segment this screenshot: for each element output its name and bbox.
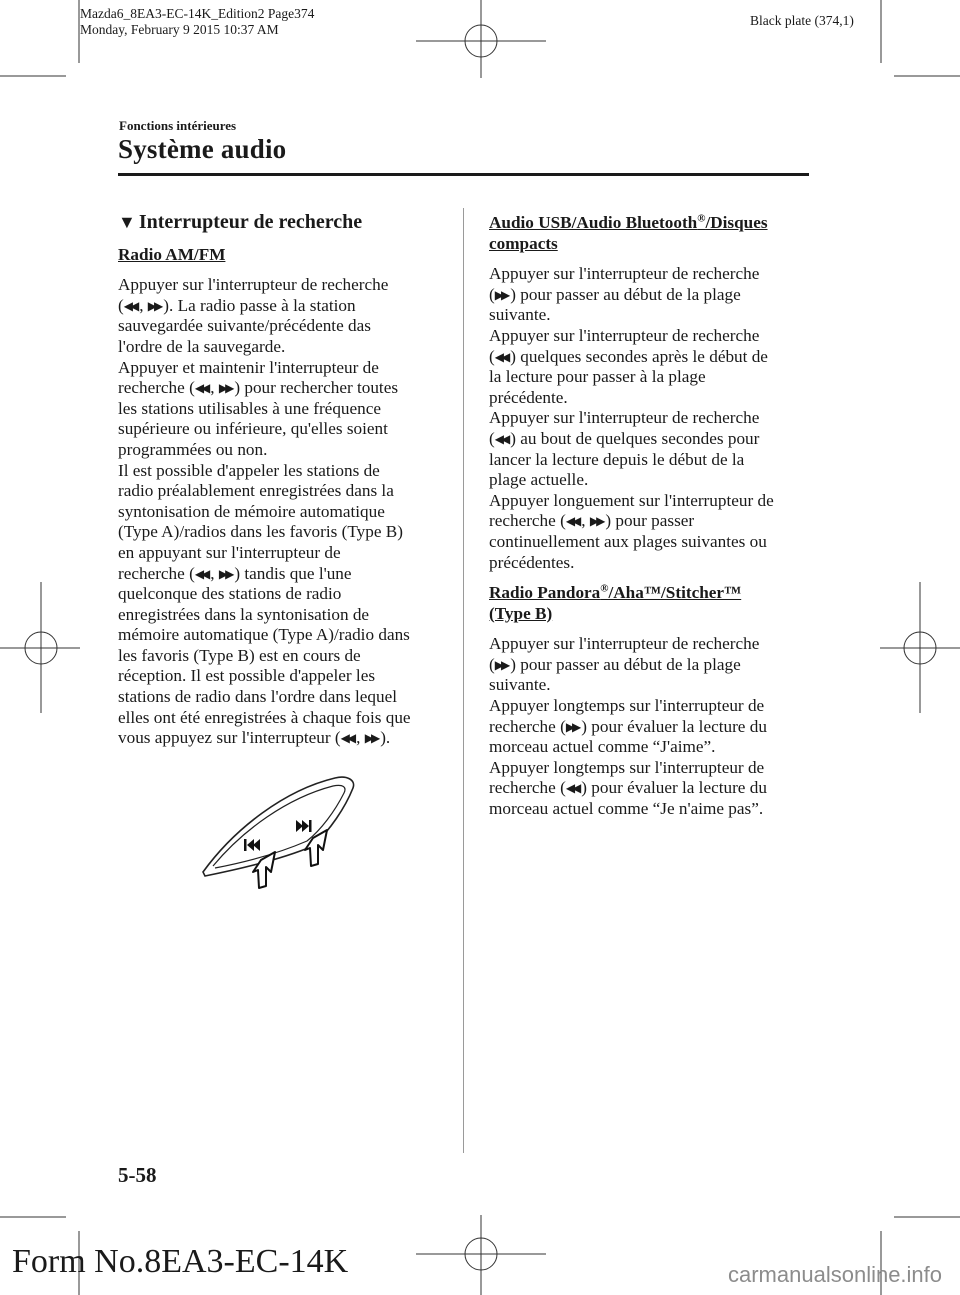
skip-previous-icon: ◀◀	[565, 514, 579, 529]
paragraph-line: continuellement aux plages suivantes ou	[489, 531, 767, 551]
paragraph-line: elles ont été enregistrées à chaque fois que	[118, 707, 411, 727]
skip-next-icon: ▶▶	[494, 287, 508, 302]
paragraph-line: programmées ou non.	[118, 439, 268, 459]
skip-next-icon	[296, 820, 312, 832]
paragraph-line: Appuyer longtemps sur l'interrupteur de	[489, 696, 765, 716]
skip-next-icon: ▶▶	[494, 657, 508, 672]
paragraph-line: morceau actuel comme “J'aime”.	[489, 737, 716, 757]
subheading-pandora-aha-stitcher: Radio Pandora®/Aha™/Stitcher™ (Type B)	[489, 582, 742, 623]
paragraph-line: supérieure ou inférieure, qu'elles soient	[118, 419, 388, 439]
paragraph-line: recherche (◀◀ , ▶▶ ) pour passer	[489, 511, 695, 531]
subheading-radio-am-fm: Radio AM/FM	[118, 244, 226, 264]
skip-previous-icon: ◀◀	[494, 431, 508, 446]
paragraph-line: suivante.	[489, 675, 551, 695]
paragraph-line: vous appuyez sur l'interrupteur (◀◀ , ▶▶ ).	[118, 728, 391, 748]
paragraph-line: recherche (◀◀ ) pour évaluer la lecture du	[489, 778, 767, 798]
print-date-line: Monday, February 9 2015 10:37 AM	[80, 22, 279, 37]
triangle-marker-icon: ▼	[118, 212, 136, 232]
paragraph-line: quelconque des stations de radio	[118, 584, 342, 604]
skip-previous-icon: ◀◀	[340, 731, 354, 746]
skip-previous-icon: ◀◀	[194, 566, 208, 581]
paragraph-line: Appuyer sur l'interrupteur de recherche	[489, 325, 760, 345]
paragraph-line: réception. Il est possible d'appeler les	[118, 666, 376, 686]
paragraph-line: plage actuelle.	[489, 470, 589, 490]
skip-previous-icon: ◀◀	[494, 349, 508, 364]
skip-next-icon: ▶▶	[218, 381, 232, 396]
switch-panel-inner-outline	[213, 785, 345, 868]
paragraph-line: recherche (◀◀ , ▶▶ ) pour rechercher toutes	[118, 378, 399, 398]
paragraph-line: morceau actuel comme “Je n'aime pas”.	[489, 799, 764, 819]
paragraph-line: (▶▶ ) pour passer au début de la plage	[489, 654, 741, 674]
paragraph-line: lancer la lecture depuis le début de la	[489, 449, 745, 469]
paragraph-line: radio préalablement enregistrées dans la	[118, 481, 394, 501]
section-heading	[118, 212, 453, 233]
arrow-up-icon	[305, 830, 327, 866]
paragraph-line: (◀◀ , ▶▶ ). La radio passe à la station	[118, 295, 356, 315]
paragraph-line: sauvegardée suivante/précédente das	[118, 316, 371, 336]
paragraph-line: enregistrées dans la syntonisation de	[118, 604, 370, 624]
paragraph-line: recherche (▶▶ ) pour évaluer la lecture du	[489, 716, 767, 736]
paragraph-line: (▶▶ ) pour passer au début de la plage	[489, 284, 741, 304]
page-number: 5-58	[118, 1163, 157, 1187]
paragraph-line: la lecture pour passer à la plage	[489, 367, 706, 387]
skip-previous-icon: ◀◀	[123, 298, 137, 313]
paragraph-line: les favoris (Type B) est en cours de	[118, 645, 361, 665]
paragraph-line: Appuyer sur l'interrupteur de recherche	[489, 408, 760, 428]
paragraph-line: précédente.	[489, 387, 568, 407]
subheading-usb-bluetooth-cd: Audio USB/Audio Bluetooth®/Disques compacts	[489, 212, 768, 253]
paragraph-line: Il est possible d'appeler les stations de	[118, 460, 380, 480]
paragraph-line: Appuyer longtemps sur l'interrupteur de	[489, 757, 765, 777]
skip-next-icon: ▶▶	[364, 731, 378, 746]
steering-wheel-seek-switch-illustration	[195, 768, 365, 890]
switch-panel-outline	[203, 777, 354, 876]
paragraph-line: les stations utilisables à une fréquence	[118, 398, 381, 418]
print-file-line: Mazda6_8EA3-EC-14K_Edition2 Page374	[80, 6, 315, 21]
skip-previous-icon: ◀◀	[565, 781, 579, 796]
paragraph-line: Appuyer et maintenir l'interrupteur de	[118, 357, 379, 377]
paragraph-line: Appuyer sur l'interrupteur de recherche	[118, 275, 389, 295]
skip-next-icon: ▶▶	[218, 566, 232, 581]
paragraph-line: (◀◀ ) au bout de quelques secondes pour	[489, 428, 760, 448]
section-heading-text: Interrupteur de recherche	[138, 211, 363, 233]
arrow-up-icon	[253, 852, 275, 888]
paragraph-line: syntonisation de mémoire automatique	[118, 501, 385, 521]
paragraph-line: recherche (◀◀ , ▶▶ ) tandis que l'une	[118, 563, 352, 583]
paragraph-line: en appuyant sur l'interrupteur de	[118, 542, 341, 562]
form-number: Form No.8EA3-EC-14K	[12, 1243, 349, 1280]
paragraph-line: mémoire automatique (Type A)/radio dans	[118, 625, 410, 645]
paragraph-line: précédentes.	[489, 552, 575, 572]
paragraph-line: Appuyer sur l'interrupteur de recherche	[489, 634, 760, 654]
paragraph-line: l'ordre de la sauvegarde.	[118, 336, 286, 356]
paragraph-line: (◀◀ ) quelques secondes après le début de	[489, 346, 768, 366]
paragraph-line: Appuyer longuement sur l'interrupteur de	[489, 490, 774, 510]
watermark: carmanualsonline.info	[728, 1262, 943, 1287]
skip-previous-icon: ◀◀	[194, 381, 208, 396]
title-rule	[118, 173, 809, 176]
paragraph-line: stations de radio dans l'ordre dans lequel	[118, 687, 397, 707]
paragraph-line: suivante.	[489, 305, 551, 325]
skip-next-icon: ▶▶	[589, 514, 603, 529]
page-title: Système audio	[118, 134, 287, 164]
skip-next-icon: ▶▶	[565, 719, 579, 734]
column-divider	[463, 208, 464, 1153]
black-plate-label: Black plate (374,1)	[750, 13, 854, 28]
paragraph-line: Appuyer sur l'interrupteur de recherche	[489, 264, 760, 284]
paragraph-line: (Type A)/radios dans les favoris (Type B)	[118, 522, 403, 542]
skip-previous-icon	[244, 839, 260, 851]
section-label: Fonctions intérieures	[119, 118, 237, 133]
skip-next-icon: ▶▶	[147, 298, 161, 313]
right-column	[489, 213, 819, 820]
left-column	[118, 212, 453, 749]
